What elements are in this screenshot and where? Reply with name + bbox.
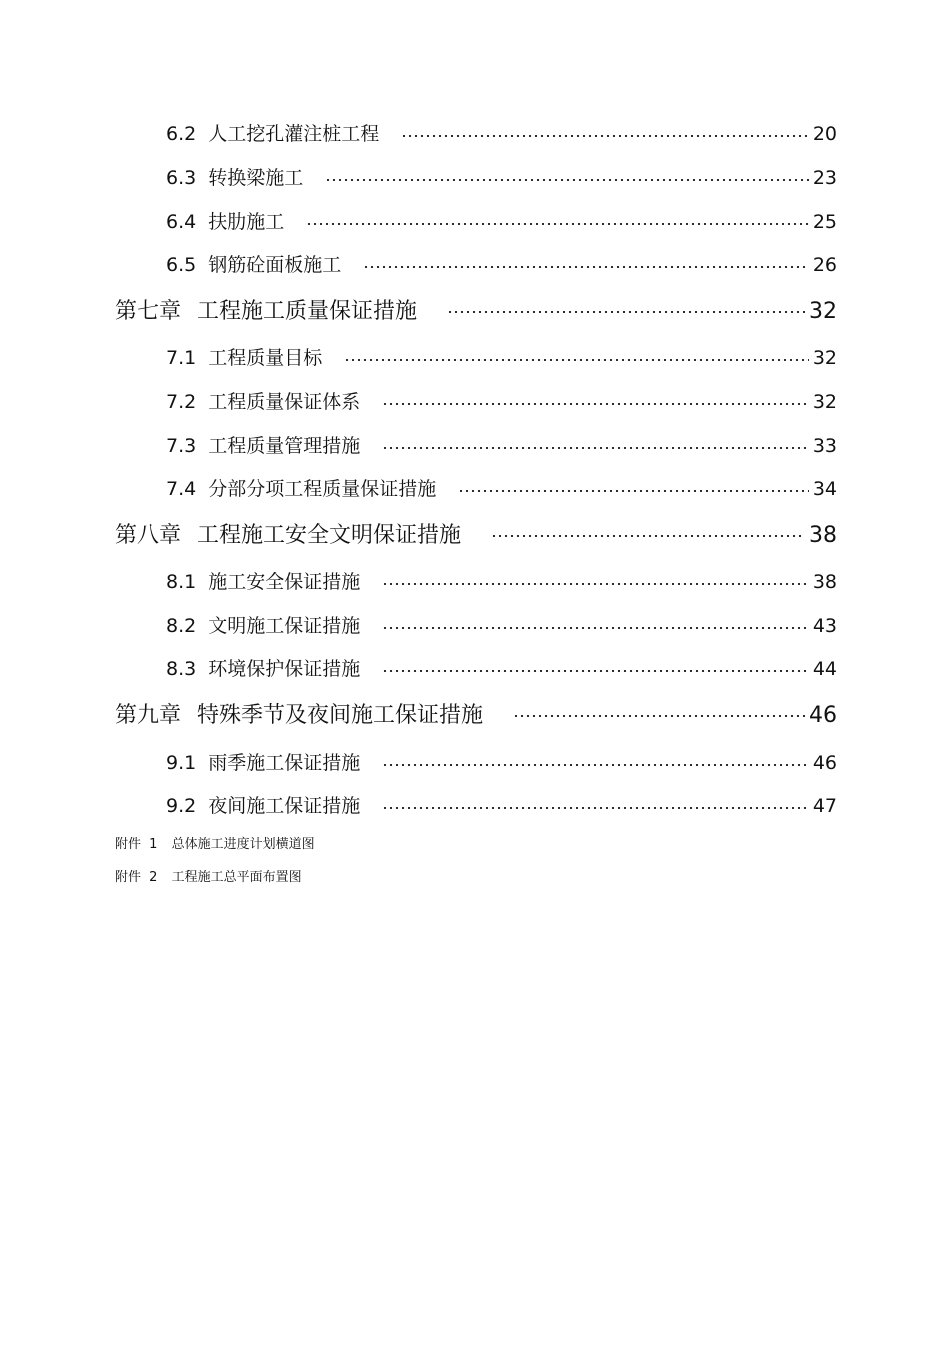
toc-entry[interactable] — [166, 611, 837, 638]
toc-chapter-entry[interactable] — [115, 698, 837, 729]
dot-leader — [513, 715, 805, 717]
toc-entry-page: 25 — [812, 211, 837, 233]
toc-entry-number: 9.2 — [166, 795, 197, 817]
toc-entry-page: 20 — [812, 123, 837, 145]
dot-leader — [491, 535, 805, 537]
toc-entry[interactable] — [166, 791, 837, 818]
toc-entry-number: 7.4 — [166, 478, 197, 500]
toc-entry[interactable] — [166, 250, 837, 277]
toc-entry-page: 26 — [812, 254, 837, 276]
dot-leader — [363, 266, 809, 268]
toc-chapter-title: 特殊季节及夜间施工保证措施 — [197, 703, 484, 728]
dot-leader — [382, 583, 809, 585]
dot-leader — [325, 179, 809, 181]
toc-entry-title: 工程质量目标 — [208, 347, 323, 369]
appendix-title: 总体施工进度计划横道图 — [171, 837, 315, 852]
toc-entry-number: 6.2 — [166, 123, 197, 145]
toc-entry-title: 夜间施工保证措施 — [208, 795, 361, 817]
dot-leader — [344, 359, 809, 361]
toc-chapter-title: 工程施工质量保证措施 — [197, 299, 418, 324]
toc-chapter-entry[interactable] — [115, 294, 837, 325]
toc-entry-title: 工程质量管理措施 — [208, 435, 361, 457]
dot-leader — [306, 223, 809, 225]
toc-chapter-number: 第八章 — [115, 523, 182, 548]
toc-entry-title: 环境保护保证措施 — [208, 658, 361, 680]
toc-entry-number: 8.2 — [166, 615, 197, 637]
toc-entry-page: 32 — [812, 347, 837, 369]
toc-entry[interactable] — [166, 474, 837, 501]
toc-entry-title: 文明施工保证措施 — [208, 615, 361, 637]
dot-leader — [447, 311, 805, 313]
toc-entry[interactable] — [166, 654, 837, 681]
toc-entry-page: 46 — [812, 752, 837, 774]
toc-entry[interactable] — [166, 748, 837, 775]
toc-entry-number: 7.3 — [166, 435, 197, 457]
toc-chapter-page: 38 — [809, 523, 837, 548]
toc-entry-page: 43 — [812, 615, 837, 637]
toc-entry-title: 施工安全保证措施 — [208, 571, 361, 593]
toc-entry-page: 38 — [812, 571, 837, 593]
toc-chapter-title: 工程施工安全文明保证措施 — [197, 523, 462, 548]
toc-chapter-number: 第七章 — [115, 299, 182, 324]
toc-entry-page: 34 — [812, 478, 837, 500]
toc-entry[interactable] — [166, 567, 837, 594]
toc-entry-title: 扶肋施工 — [208, 211, 285, 233]
toc-chapter-page: 46 — [809, 703, 837, 728]
toc-chapter-number: 第九章 — [115, 703, 182, 728]
toc-entry-number: 7.2 — [166, 391, 197, 413]
dot-leader — [382, 764, 809, 766]
toc-entry-page: 44 — [812, 658, 837, 680]
appendix-entry[interactable] — [115, 833, 315, 852]
toc-entry-number: 9.1 — [166, 752, 197, 774]
appendix-prefix: 附件 — [115, 837, 142, 852]
toc-entry-number: 6.4 — [166, 211, 197, 233]
dot-leader — [458, 490, 809, 492]
toc-entry-page: 47 — [812, 795, 837, 817]
appendix-entry[interactable] — [115, 866, 302, 885]
toc-entry-number: 6.3 — [166, 167, 197, 189]
dot-leader — [382, 807, 809, 809]
toc-entry-title: 人工挖孔灌注桩工程 — [208, 123, 380, 145]
toc-entry[interactable] — [166, 387, 837, 414]
dot-leader — [382, 447, 809, 449]
toc-entry[interactable] — [166, 119, 837, 146]
toc-entry[interactable] — [166, 343, 837, 370]
appendix-index: 1 — [149, 837, 158, 852]
toc-entry-page: 32 — [812, 391, 837, 413]
dot-leader — [401, 135, 809, 137]
toc-entry-title: 雨季施工保证措施 — [208, 752, 361, 774]
dot-leader — [382, 627, 809, 629]
toc-entry-title: 转换梁施工 — [208, 167, 304, 189]
appendix-index: 2 — [149, 870, 158, 885]
dot-leader — [382, 670, 809, 672]
toc-entry-number: 8.1 — [166, 571, 197, 593]
toc-entry-number: 7.1 — [166, 347, 197, 369]
toc-entry-title: 钢筋砼面板施工 — [208, 254, 342, 276]
toc-entry-title: 工程质量保证体系 — [208, 391, 361, 413]
appendix-prefix: 附件 — [115, 870, 142, 885]
toc-entry[interactable] — [166, 207, 837, 234]
toc-chapter-entry[interactable] — [115, 518, 837, 549]
toc-entry-number: 8.3 — [166, 658, 197, 680]
toc-entry-number: 6.5 — [166, 254, 197, 276]
toc-entry-page: 33 — [812, 435, 837, 457]
toc-entry[interactable] — [166, 431, 837, 458]
toc-chapter-page: 32 — [809, 299, 837, 324]
dot-leader — [382, 403, 809, 405]
toc-entry-title: 分部分项工程质量保证措施 — [208, 478, 437, 500]
toc-entry[interactable] — [166, 163, 837, 190]
toc-entry-page: 23 — [812, 167, 837, 189]
appendix-title: 工程施工总平面布置图 — [171, 870, 302, 885]
